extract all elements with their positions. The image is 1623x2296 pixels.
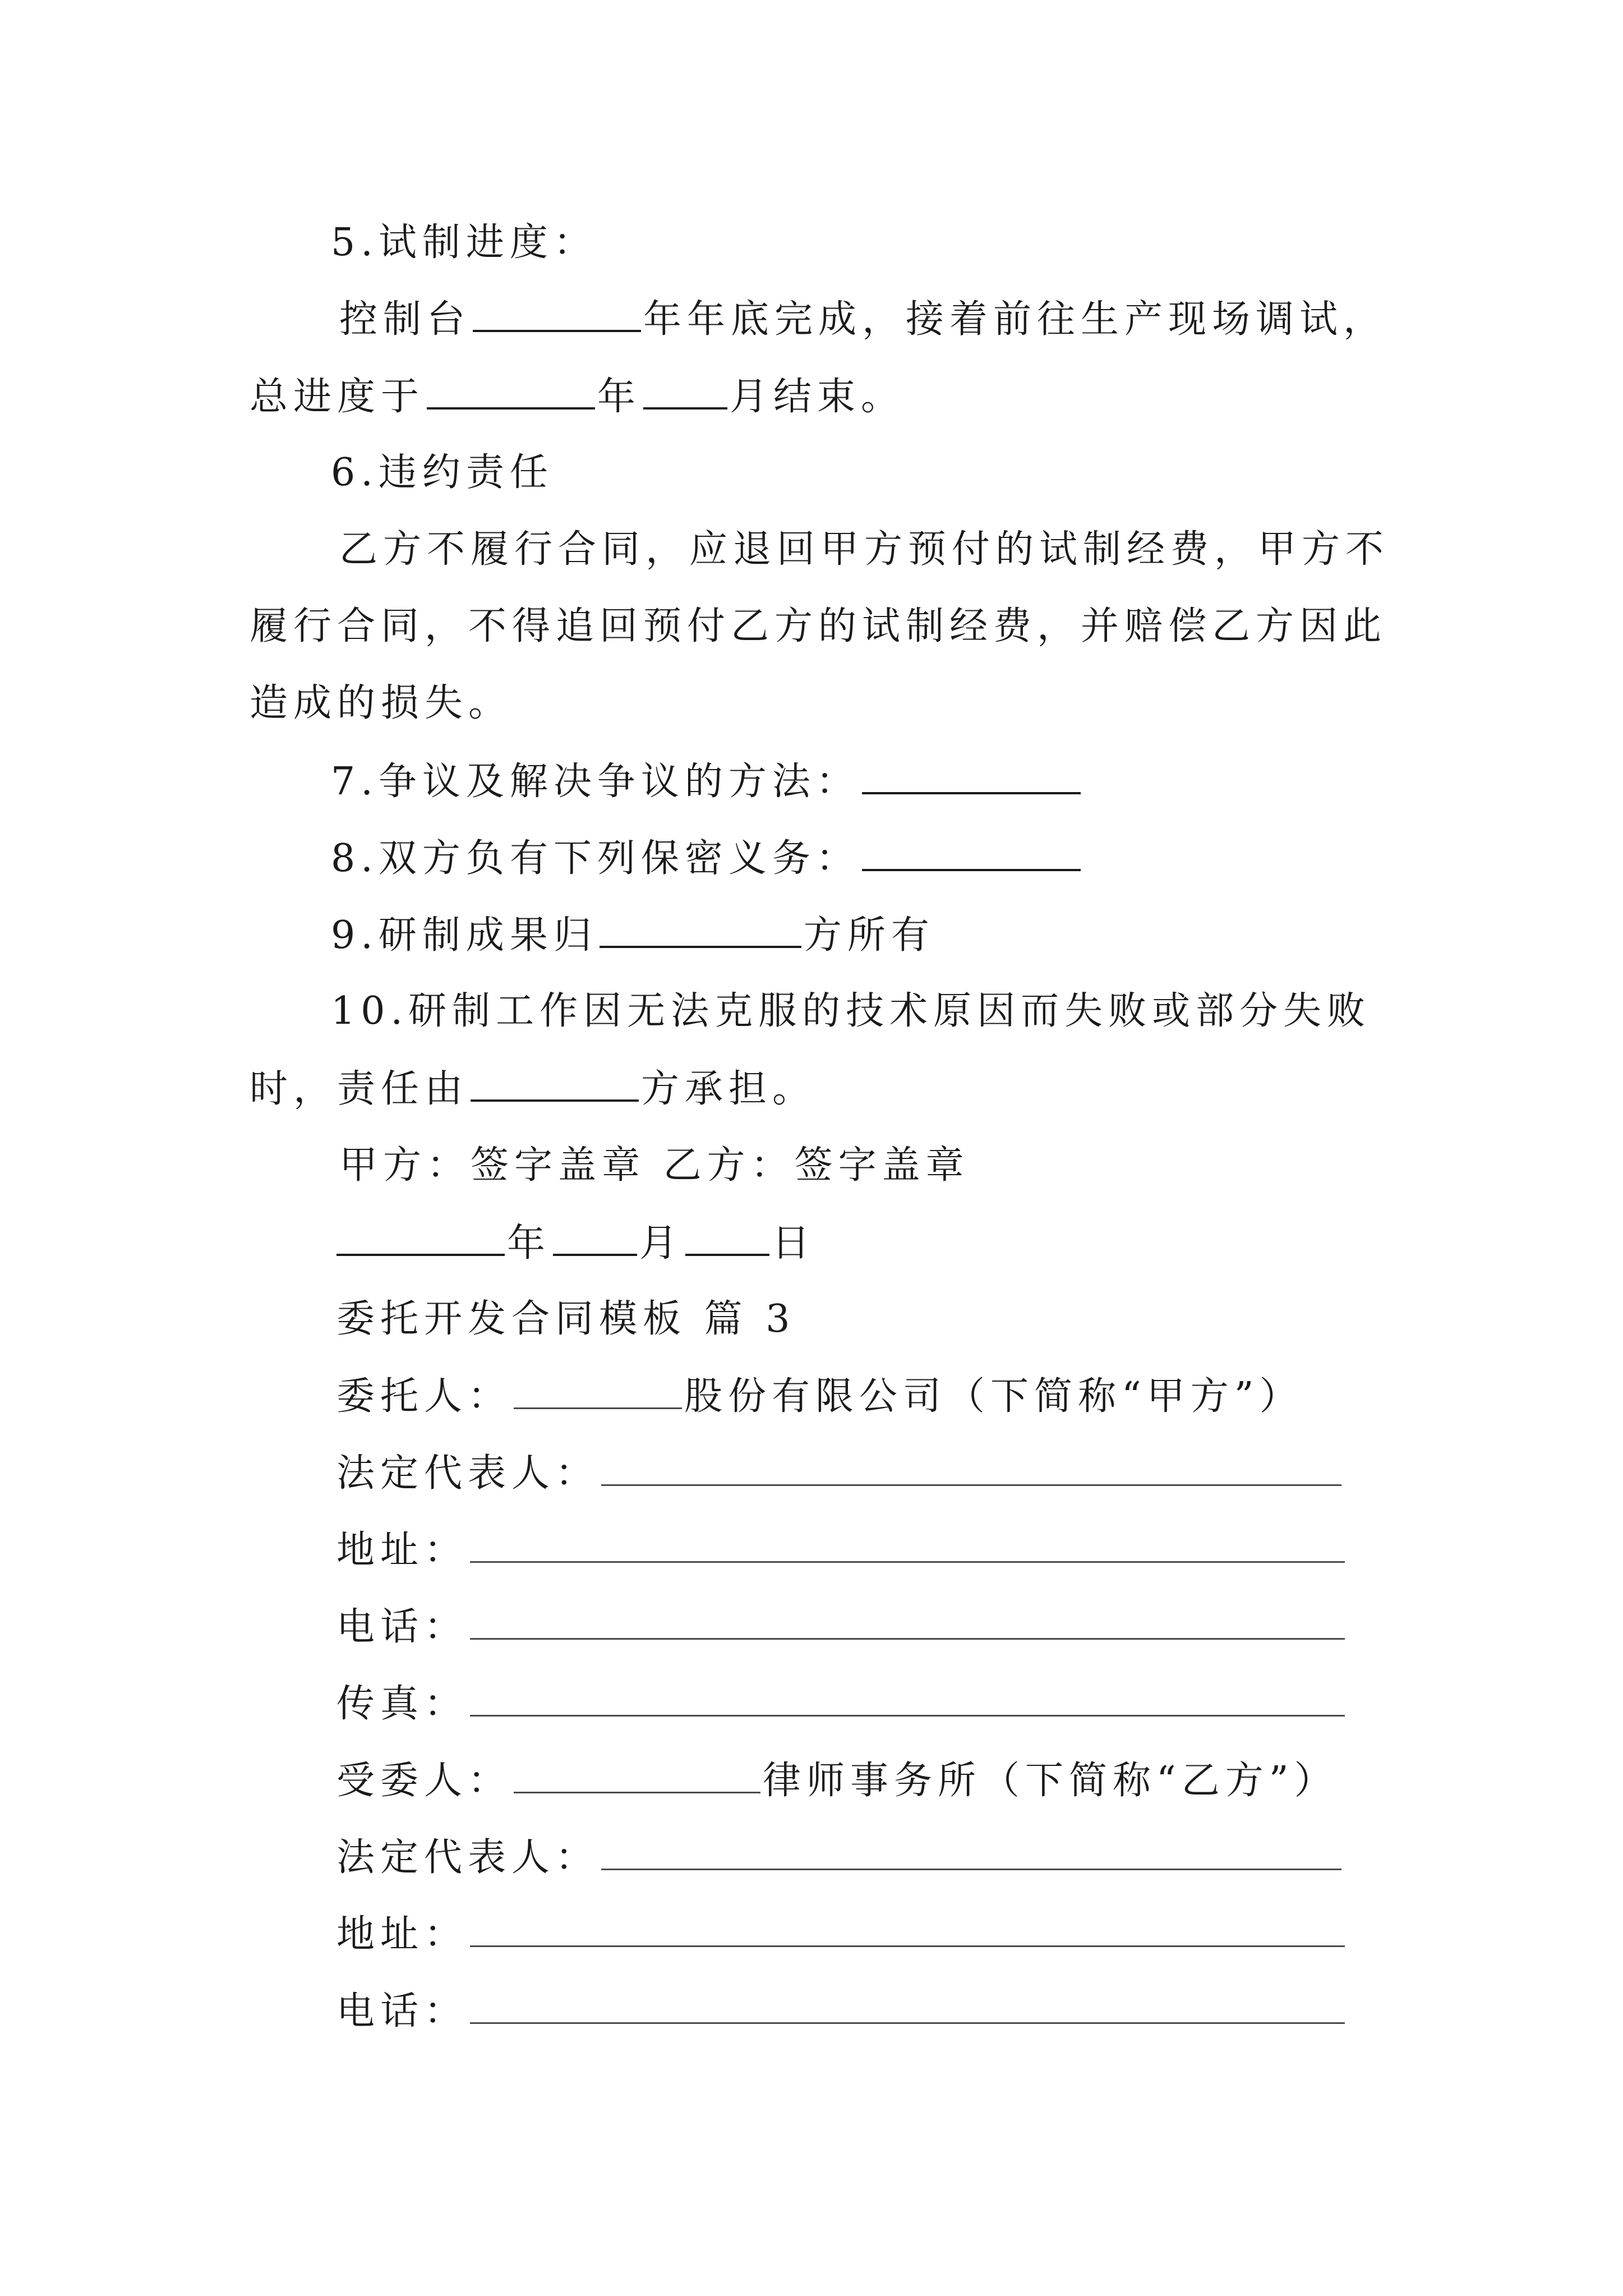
blank-field[interactable] [553,1220,637,1256]
section10-p1: 10.研制工作因无法克服的技术原因而失败或部分失败 [331,989,1371,1033]
blank-field[interactable] [471,1066,639,1102]
phone-line: 电话： [336,1604,1347,1650]
client-name-field[interactable] [514,1374,682,1409]
blank-field[interactable] [862,758,1081,794]
section7-line: 7.争议及解决争议的方法： [331,758,1083,804]
address-line-2: 地址： [336,1912,1347,1957]
fax-line: 传真： [336,1681,1347,1727]
section6-p2: 履行合同，不得追回预付乙方的试制经费，并赔偿乙方因此 [250,604,1387,648]
legal-rep-line-2: 法定代表人： [336,1835,1344,1880]
section6-heading: 6.违约责任 [331,450,554,495]
legal-rep-field-2[interactable] [601,1835,1341,1870]
trustee-name-field[interactable] [514,1758,760,1793]
blank-field[interactable] [473,296,641,332]
address-field-2[interactable] [470,1912,1345,1947]
template3-title: 委托开发合同模板 篇 3 [336,1297,796,1341]
section8-line: 8.双方负有下列保密义务： [331,835,1083,881]
section6-p3: 造成的损失。 [250,681,513,725]
blank-field[interactable] [600,912,801,948]
section10-p2: 时，责任由 方承担。 [250,1067,817,1111]
phone-field[interactable] [470,1604,1345,1640]
section9-line: 9.研制成果归 方所有 [331,913,935,958]
blank-field[interactable] [643,374,727,409]
address-line: 地址： [336,1527,1347,1573]
fax-field[interactable] [470,1681,1345,1717]
section5-line1: 控制台 年年底完成，接着前往生产现场调试， [339,297,1387,342]
blank-field[interactable] [685,1220,769,1256]
trustee-line: 受委人： 律师事务所（下简称“乙方”） [336,1759,1338,1803]
date-line: 年 月 日 [336,1220,815,1266]
blank-field[interactable] [336,1220,505,1256]
legal-rep-field[interactable] [601,1451,1341,1486]
blank-field[interactable] [427,374,595,409]
signature-line: 甲方：签字盖章 乙方：签字盖章 [339,1143,970,1188]
client-line: 委托人： 股份有限公司（下简称“甲方”） [336,1374,1303,1419]
phone-field-2[interactable] [470,1989,1345,2024]
section6-p1: 乙方不履行合同，应退回甲方预付的试制经费，甲方不 [339,527,1390,572]
address-field[interactable] [470,1527,1345,1563]
blank-field[interactable] [862,835,1081,871]
legal-rep-line: 法定代表人： [336,1451,1344,1496]
phone-line-2: 电话： [336,1989,1347,2034]
section5-line2: 总进度于 年 月结束。 [250,375,905,419]
section5-heading: 5.试制进度： [331,220,597,265]
